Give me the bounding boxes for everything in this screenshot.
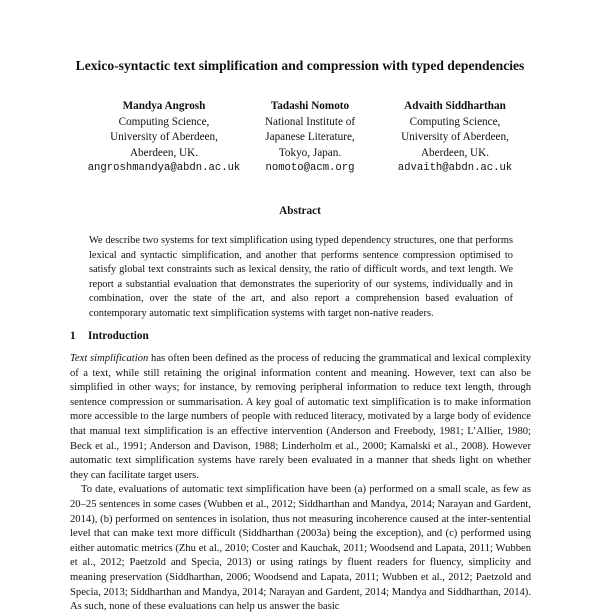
paragraph	[70, 352, 531, 483]
paragraph-text: has often been defined as the process of reducing the grammatical and lexical complexity of a text, while still retaining the original information content and meaning. However, text can also be simplified in other ways; for instance, by removing peripheral information to reduce text length, through sentence compression or summarisation. A key goal of automatic text simplification is to make information more accessible to the large numbers of people with reduced literacy, motivated by a large body of evidence that manual text simplification is an effective intervention (Anderson and Freebody, 1981; L’Allier, 1980; Beck et al., 1991; Anderson and Davison, 1988; Linderholm et al., 2000; Kamalski et al., 2008). However automatic text simplification systems have rarely been evaluated in a manner that sheds light on whether they can facilitate target users.	[70, 353, 531, 481]
author-name: Tadashi Nomoto	[270, 100, 350, 112]
author-name: Mandya Angrosh	[122, 100, 206, 112]
introduction-body	[70, 352, 531, 615]
abstract-text: We describe two systems for text simplification using typed dependency structures, one that performs lexical and syntactic simplification, and another that performs sentence compression optimised to satisfy global text constraints such as lexical density, the ratio of difficult words, and text length. We report a substantial evaluation that demonstrates the superiority of our systems, individually and in combination, over the state of the art, and also report a comprehension based evaluation of contemporary automatic text simplification systems with target non-native readers.	[89, 235, 513, 319]
author-name: Advaith Siddharthan	[404, 100, 506, 112]
author-affiliation: Tokyo, Japan.	[278, 146, 342, 159]
author-affiliation: Computing Science,	[118, 115, 210, 128]
author-email: nomoto@acm.org	[265, 162, 355, 174]
author-email: angroshmandya@abdn.ac.uk	[87, 162, 241, 174]
abstract-heading: Abstract	[279, 205, 321, 217]
author-affiliation: University of Aberdeen,	[401, 131, 509, 143]
author-affiliation: Aberdeen, UK.	[420, 146, 490, 159]
section-title: Introduction	[88, 330, 149, 342]
author-block	[66, 99, 262, 177]
author-block	[240, 99, 380, 177]
author-block	[369, 99, 541, 177]
author-affiliation: Computing Science,	[409, 115, 501, 128]
paper-title: Lexico-syntactic text simplification and compression with typed dependencies	[75, 58, 525, 73]
author-affiliation: Aberdeen, UK.	[129, 146, 199, 159]
author-email: advaith@abdn.ac.uk	[397, 162, 513, 174]
section-number: 1	[70, 330, 76, 342]
author-affiliation: University of Aberdeen,	[110, 131, 218, 143]
italic-term: Text simplification	[70, 353, 149, 364]
author-affiliation: National Institute of	[264, 115, 356, 128]
section-heading	[70, 330, 149, 342]
author-affiliation: Japanese Literature,	[265, 131, 355, 143]
paragraph: To date, evaluations of automatic text simplification have been (a) performed on a small scale, as few as 20–25 sentences in some cases (Wubben et al., 2012; Siddharthan and Mandya, 2014; Narayan and Gardent, 2014), (b) performed on sentences in isolation, thus not measuring incoherence caused at the inter-sentential level that can make text more difficult (Siddharthan (2003a) being the exception), and (c) performed using either automatic metrics (Zhu et al., 2010; Coster and Kauchak, 2011; Woodsend and Lapata, 2011; Wubben et al., 2012; Paetzold and Specia, 2013) or using ratings by fluent readers for fluency, simplicity and meaning preservation (Siddharthan, 2006; Woodsend and Lapata, 2011; Wubben et al., 2012; Paetzold and Specia, 2013; Siddharthan and Mandya, 2014; Narayan and Gardent, 2014; Mandya and Siddharthan, 2014). As such, none of these evaluations can help us answer the basic	[70, 484, 531, 613]
